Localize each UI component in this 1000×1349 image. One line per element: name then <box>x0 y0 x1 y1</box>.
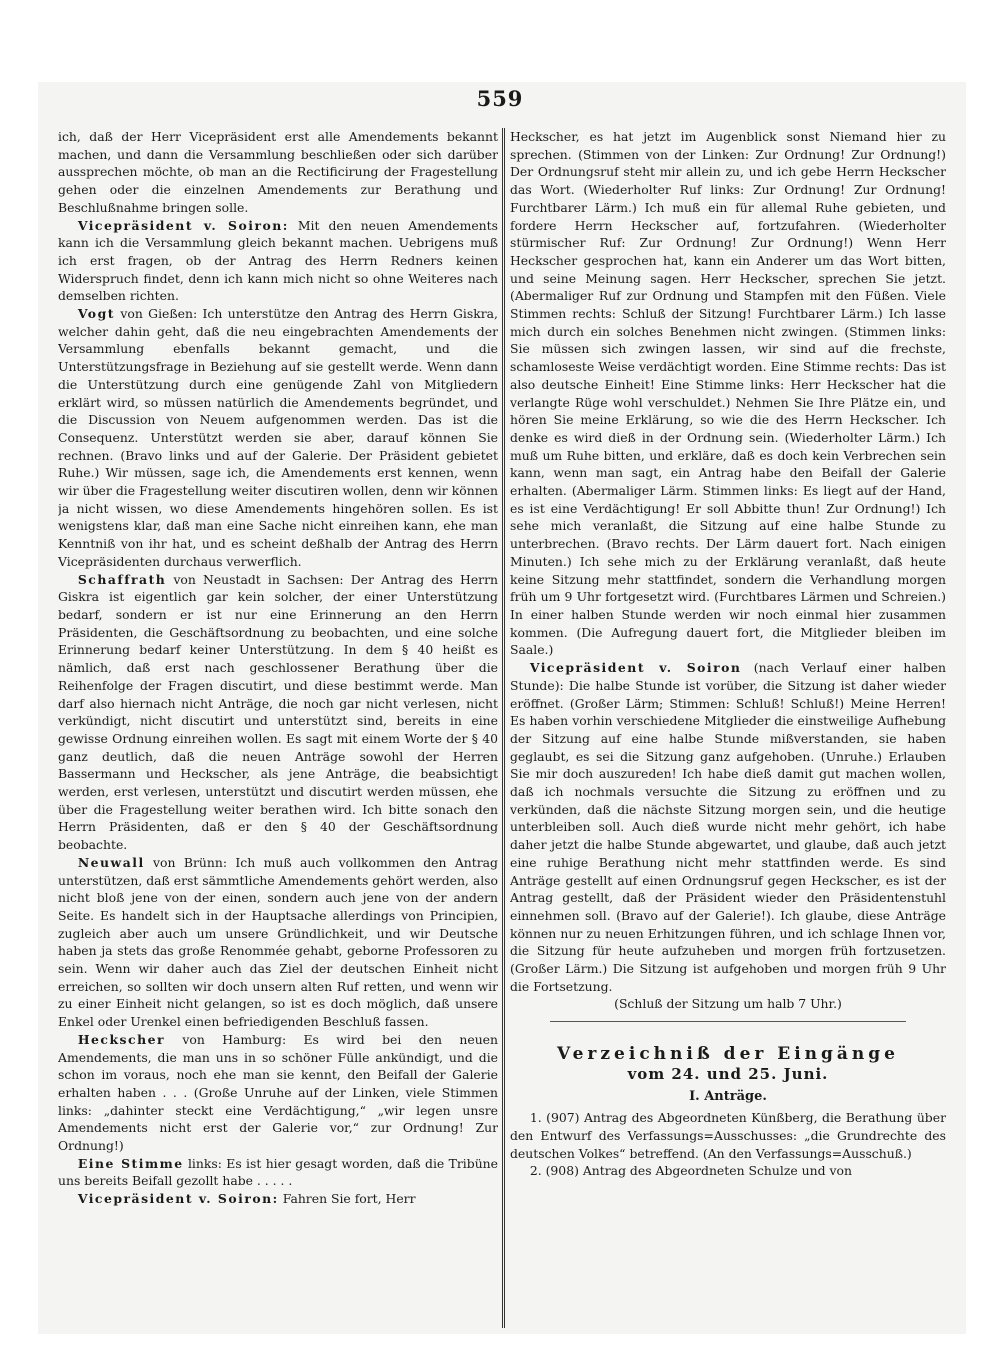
speaker-name: Vicepräsident v. Soiron <box>529 660 742 676</box>
speech-text: von Brünn: Ich muß auch vollkommen den Antrag unterstützen, daß erst sämmtliche Amendements gehört werden, also nicht bloß jene von der einen, sondern auch jene von der andern Seite. Es handelt sich in der Hauptsache allerdings von Principien, zugleich aber auch um unsere Gründlichkeit, und wir Deutsche haben ja stets das große Renommée gehabt, geborne Professoren zu sein. Wenn wir daher auch das Ziel der deutschen Einheit nicht erreichen, so sollten wir doch unsern alten Ruf retten, und wenn wir zu einer Einheit nicht gelangen, so ist es doch möglich, daß unsere Enkel oder Urenkel einen befriedigenden Beschluß fassen. <box>58 854 498 1030</box>
paragraph <box>58 1190 498 1208</box>
speaker-name: Vicepräsident v. Soiron: <box>77 1191 279 1207</box>
speaker-name: Vicepräsident v. Soiron: <box>77 217 289 233</box>
column-divider <box>502 128 505 1328</box>
paragraph: ich, daß der Herr Vicepräsident erst alle Amendements bekannt machen, und dann die Versammlung beschließen oder sich darüber aussprechen möchte, ob man an die Rectificirung der Fragestellung gehen oder die einzelnen Amendements zur Berathung und Beschlußnahme bringen solle. <box>58 129 498 215</box>
speech-text: links: Es ist hier gesagt worden, daß die Tribüne uns bereits Beifall gezollt habe . . . . . <box>58 1155 498 1189</box>
speaker-name: Schaffrath <box>77 571 167 587</box>
paragraph <box>510 659 946 995</box>
section-title: Verzeichniß der Eingänge <box>556 1044 899 1065</box>
list-item: 2. (908) Antrag des Abgeordneten Schulze und von <box>529 1163 852 1179</box>
speaker-name: Vogt <box>77 306 115 322</box>
section-divider <box>550 1021 906 1022</box>
paragraph <box>58 571 498 854</box>
left-column <box>58 128 498 1328</box>
speech-text: von Gießen: Ich unterstütze den Antrag des Herrn Giskra, welcher dahin geht, daß die neu eingebrachten Amendements der Versammlung ebenfalls bekannt gemacht, und die Unterstützungsfrage in Beziehung auf sie gestellt werde. Wenn dann die Unterstützung durch eine genügende Zahl von Mitgliedern erklärt wird, so müssen natürlich die Amendements begründet, und die Discussion von Neuem aufgenommen werden. Das ist die Consequenz. Unterstützt werden sie aber, darauf können Sie rechnen. (Bravo links und auf der Galerie. Der Präsident gebietet Ruhe.) Wir müssen, sage ich, die Amendements erst kennen, wenn wir über die Fragestellung weiter discutiren wollen, denn wir können ja nicht wissen, wo diese Amendements hingehören sollen. Es ist wenigstens klar, daß man eine Sache nicht einreihen kann, ehe man Kenntniß von ihr hat, und es scheint deßhalb der Antrag des Herrn Vicepräsidenten durchaus verwerflich. <box>58 306 498 569</box>
paragraph <box>58 1031 498 1155</box>
paragraph <box>58 1155 498 1190</box>
paragraph <box>58 217 498 306</box>
subsection-heading: I. Anträge. <box>689 1088 767 1104</box>
speech-text: Fahren Sie fort, Herr <box>282 1191 416 1207</box>
speech-text: von Hamburg: Es wird bei den neuen Amendements, die man uns in so schöner Fülle ankündigt, und die schon im voraus, noch ehe man sie kennt, den Beifall der Galerie erhalten haben . . . (Große Unruhe auf der Linken, viele Stimmen links: „dahinter steckt eine Verdächtigung,“ „wir legen unsre Amendements nicht erst der Galerie vor,“ zur Ordnung! Zur Ordnung!) <box>58 1031 498 1154</box>
right-column <box>510 128 946 1328</box>
speaker-name: Eine Stimme <box>77 1155 184 1171</box>
paragraph <box>58 305 498 571</box>
page-number: 559 <box>476 86 524 111</box>
paragraph: Heckscher, es hat jetzt im Augenblick sonst Niemand hier zu sprechen. (Stimmen von der Linken: Zur Ordnung! Zur Ordnung!) Der Ordnungsruf steht mir allein zu, und ich gebe Herrn Heckscher das Wort. (Wiederholter Ruf links: Zur Ordnung! Zur Ordnung! Furchtbarer Lärm.) Ich muß ein für allemal Ruhe gebieten, und fordere Herrn Heckscher auf, fortzufahren. (Wiederholter stürmischer Ruf: Zur Ordnung! Zur Ordnung!) Wenn Herr Heckscher gesprochen hat, kann ein Anderer um das Wort bitten, und seine Meinung sagen. Herr Heckscher, sprechen Sie jetzt. (Abermaliger Ruf zur Ordnung und Stampfen mit den Füßen. Viele Stimmen rechts: Schluß der Sitzung! Furchtbarer Lärm.) Ich lasse mich durch ein solches Benehmen nicht zwingen. (Stimmen links: Sie müssen sich zwingen lassen, wir sind auf die frechste, schamloseste Weise verdächtigt worden. Eine Stimme rechts: Das ist also deutsche Einheit! Eine Stimme links: Herr Heckscher hat die verlangte Rüge wohl verschuldet.) Nehmen Sie Ihre Plätze ein, und hören Sie meine Erklärung, so wie die des Herrn Heckscher. Ich denke es wird dieß in der Ordnung sein. (Wiederholter Lärm.) Ich muß um Ruhe bitten, und erkläre, daß es doch kein Verbrechen sein kann, wenn man sagt, ein Antrag habe den Beifall der Galerie erhalten. (Abermaliger Lärm. Stimmen links: Es liegt auf der Hand, es ist eine Verdächtigung! Er soll Abbitte thun! Zur Ordnung!) Ich sehe mich veranlaßt, die Sitzung auf eine halbe Stunde zu unterbrechen. (Bravo rechts. Der Lärm dauert fort. Nach einigen Minuten.) Ich sehe mich zu der Erklärung veranlaßt, daß heute keine Sitzung mehr stattfindet, sondern die Verhandlung morgen früh um 9 Uhr fortgesetzt wird. (Furchtbares Lärmen und Schreien.) In einer halben Stunde werden wir noch einmal hier zusammen kommen. (Die Aufregung dauert fort, die Mitglieder bleiben im Saale.) <box>510 129 946 658</box>
section-date: vom 24. und 25. Juni. <box>627 1064 829 1083</box>
speaker-name: Neuwall <box>77 854 145 870</box>
session-closing: (Schluß der Sitzung um halb 7 Uhr.) <box>614 996 842 1012</box>
speech-text: von Neustadt in Sachsen: Der Antrag des Herrn Giskra ist eigentlich gar kein solcher, der einer Unterstützung bedarf, sondern er ist nur eine Erinnerung an den Herrn Präsidenten, die Geschäftsordnung zu beobachten, und eine solche Erinnerung bedarf keiner Unterstützung. In dem § 40 heißt es nämlich, daß erst nach geschlossener Berathung über die Reihenfolge der Fragen discutirt, und diese bestimmt werde. Man darf also hiernach nicht Anträge, die noch gar nicht verlesen, nicht verkündigt, nicht discutirt und unterstützt sind, bereits in eine gewisse Ordnung einreihen wollen. Es sagt mit einem Worte der § 40 ganz deutlich, daß die neuen Anträge sowohl der Herren Bassermann und Heckscher, als jene Anträge, die beabsichtigt werden, erst verlesen, unterstützt und discutirt werden müssen, ehe über die Fragestellung weiter berathen wird. Ich bitte sonach den Herrn Präsidenten, daß er den § 40 der Geschäftsordnung beobachte. <box>58 571 498 853</box>
speech-text: (nach Verlauf einer halben Stunde): Die halbe Stunde ist vorüber, die Sitzung ist daher wieder eröffnet. (Großer Lärm; Stimmen: Schluß! Schluß!) Meine Herren! Es haben vorhin verschiedene Mitglieder die einstweilige Aufhebung der Sitzung auf eine halbe Stunde mißverstanden, sie haben geglaubt, es sei die Sitzung ganz aufgehoben. (Unruhe.) Erlauben Sie mir doch auszureden! Ich habe dieß damit gut machen wollen, daß ich nochmals versuchte die Sitzung zu eröffnen und zu verkünden, daß die nächste Sitzung morgen sein, und die heutige unterbleiben soll. Auch dieß wurde nicht mehr gehört, ich habe daher jetzt die halbe Stunde abgewartet, und glaube, daß auch jetzt eine ruhige Berathung nicht mehr stattfinden werde. Es sind Anträge gestellt auf einen Ordnungsruf gegen Heckscher, es ist der Antrag gestellt, daß der Präsident wieder den Präsidentenstuhl einnehmen soll. (Bravo auf der Galerie!). Ich glaube, diese Anträge können nur zu neuen Erhitzungen führen, und ich schlage Ihnen vor, die Sitzung für heute aufzuheben und morgen früh fortzusetzen. (Großer Lärm.) Die Sitzung ist aufgehoben und morgen früh 9 Uhr die Fortsetzung. <box>510 660 946 994</box>
speech-text: Mit den neuen Amendements kann ich die Versammlung gleich bekannt machen. Uebrigens muß ich erst fragen, ob der Antrag des Herrn Redners keinen Widerspruch findet, denn ich kann mich nicht so ohne Weiteres nach demselben richten. <box>58 217 498 304</box>
speaker-name: Heckscher <box>77 1031 165 1047</box>
list-item: 1. (907) Antrag des Abgeordneten Künßberg, die Berathung über den Entwurf des Verfassungs=Ausschusses: „die Grundrechte des deutschen Volkes“ betreffend. (An den Verfassungs=Ausschuß.) <box>510 1110 946 1161</box>
paragraph <box>58 854 498 1031</box>
